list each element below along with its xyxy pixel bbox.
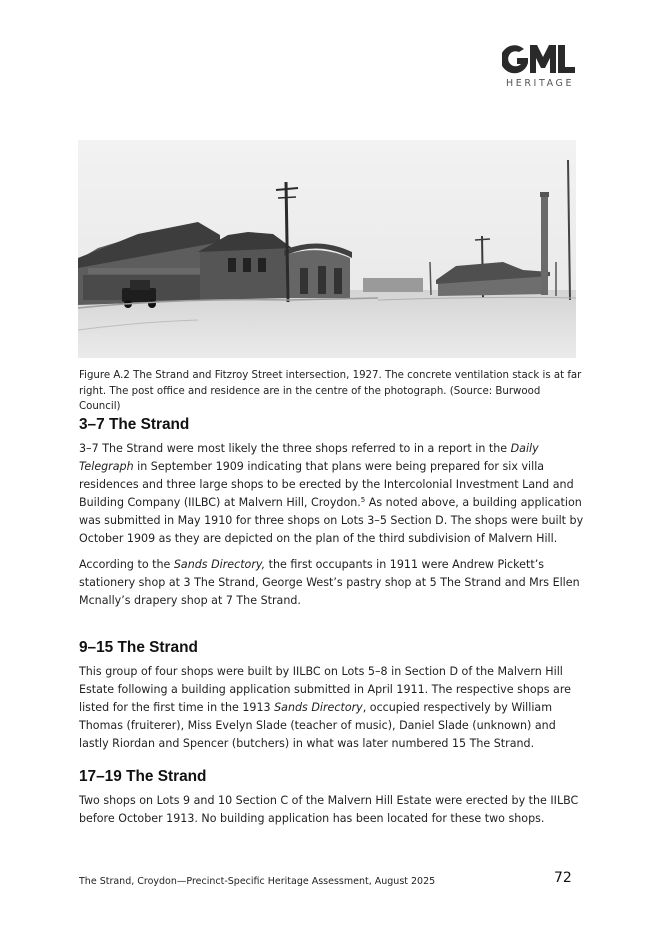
paragraph — [79, 440, 584, 548]
text-run: the first occupants in 1911 were Andrew Pickett’s stationery shop at 3 The Strand, George West’s pastry shop at 5 The Strand and Mrs Ellen Mcnally’s drapery shop at 7 The Strand. — [79, 558, 580, 607]
section-3-7-the-strand — [79, 416, 584, 618]
section-heading: 17–19 The Strand — [79, 768, 207, 785]
gml-heritage-logo — [502, 41, 578, 91]
publication-title: Daily Telegraph — [79, 442, 539, 473]
publication-title: Sands Directory — [274, 701, 363, 714]
text-run: in September 1909 indicating that plans were being prepared for six villa residences and three large shops to be erected by the Intercolonial Investment Land and Building Company (IILBC) at Malvern Hill, Croydon. — [79, 460, 574, 509]
footer-document-title: The Strand, Croydon—Precinct-Specific Heritage Assessment, August 2025 — [79, 876, 436, 887]
section-heading: 9–15 The Strand — [79, 639, 198, 656]
figure-caption: Figure A.2 The Strand and Fitzroy Street intersection, 1927. The concrete ventilation stack is at far right. The post office and residence are in the centre of the photograph. (Source: Burwood Council) — [79, 370, 582, 412]
gml-logo-mark-icon — [502, 41, 578, 77]
publication-title: Sands Directory, — [173, 558, 266, 571]
strand-fitzroy-photo-image — [78, 140, 576, 358]
paragraph — [79, 556, 584, 610]
text-run: , occupied respectively by William Thomas (fruiterer), Miss Evelyn Slade (teacher of music), Daniel Slade (unknown) and lastly Riordan and Spencer (butchers) in what was later numbered 15 The Strand. — [79, 701, 556, 750]
text-run: As noted above, a building application was submitted in May 1910 for three shops on Lots 3–5 Section D. The shops were built by October 1909 as they are depicted on the plan of the third subdivision of Malvern Hill. — [79, 496, 584, 545]
text-run: This group of four shops were built by IILBC on Lots 5–8 in Section D of the Malvern Hill Estate following a building application submitted in April 1911. The respective shops are listed for the first time in the 1913 — [79, 665, 571, 714]
logo-subtext: HERITAGE — [506, 78, 575, 89]
section-9-15-the-strand — [79, 639, 584, 761]
footnote-reference[interactable]: 5 — [360, 496, 366, 504]
paragraph: Two shops on Lots 9 and 10 Section C of the Malvern Hill Estate were erected by the IILBC before October 1913. No building application has been located for these two shops. — [79, 794, 579, 825]
text-run: 3–7 The Strand were most likely the three shops referred to in a report in the — [79, 442, 511, 455]
section-17-19-the-strand — [79, 768, 584, 836]
section-heading: 3–7 The Strand — [79, 416, 190, 433]
paragraph — [79, 663, 584, 753]
text-run: According to the — [79, 558, 174, 571]
historic-photograph — [78, 140, 576, 358]
page-number: 72 — [554, 870, 572, 886]
